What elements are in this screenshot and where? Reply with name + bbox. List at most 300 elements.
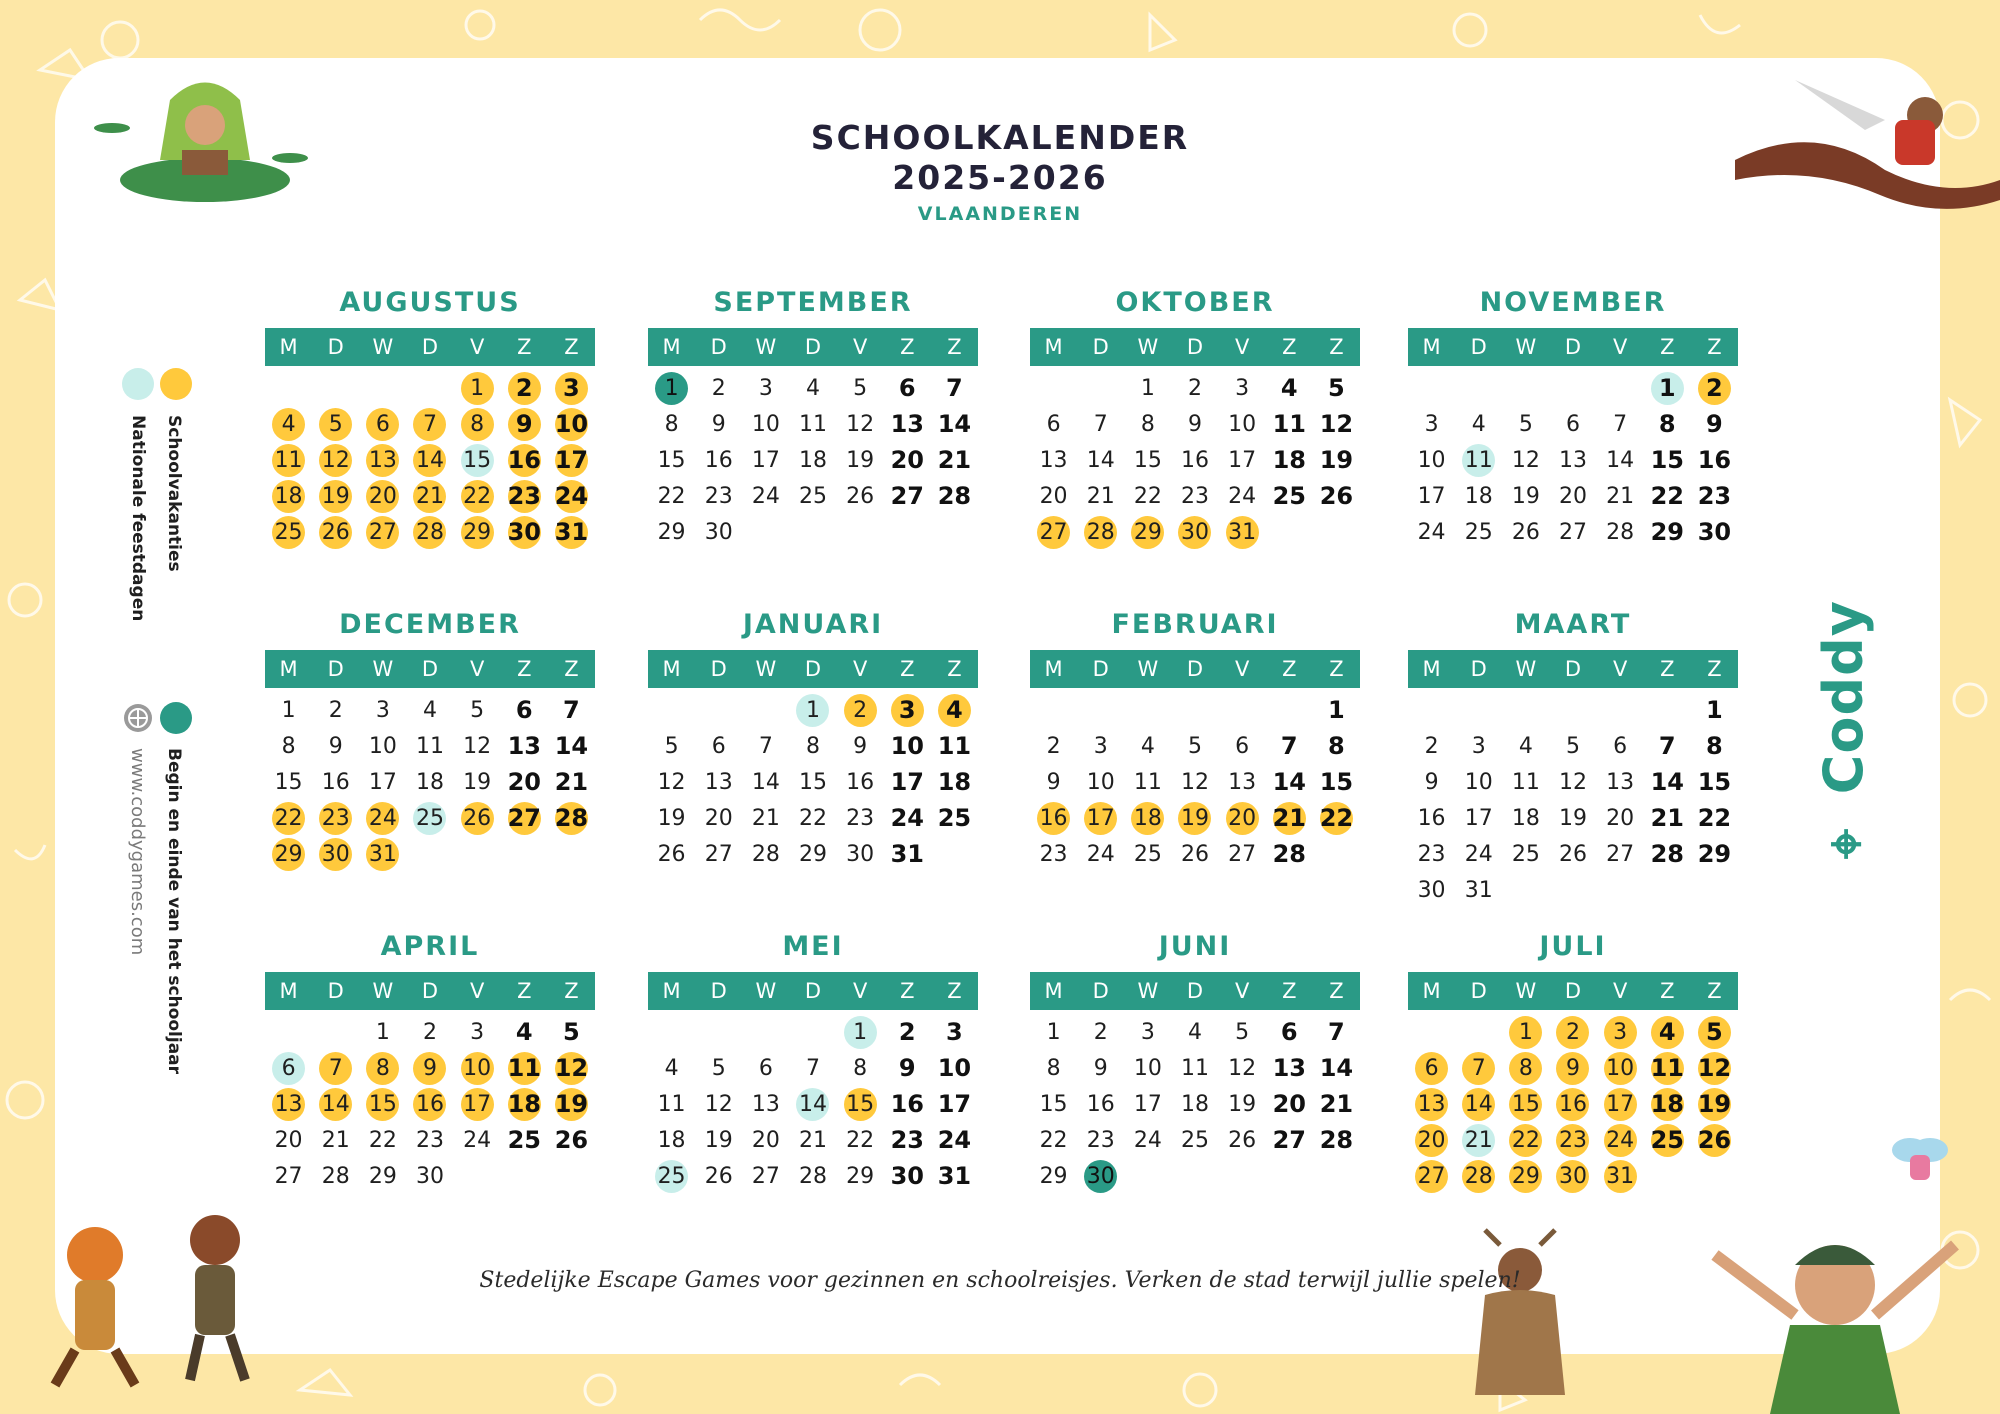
day xyxy=(406,1122,453,1158)
running-kids-illustration xyxy=(35,1195,265,1395)
day-number: 13 xyxy=(1228,769,1257,795)
vacation-day xyxy=(1408,1122,1455,1158)
day-number: 17 xyxy=(937,1090,972,1118)
day xyxy=(1266,1014,1313,1050)
weekday-label: D xyxy=(804,657,822,681)
day-number: 8 xyxy=(366,1052,399,1085)
day-number: 30 xyxy=(1178,516,1211,549)
vacation-day xyxy=(1644,1086,1691,1122)
day-number: 22 xyxy=(368,1127,397,1153)
day-number: 26 xyxy=(657,841,686,867)
day xyxy=(312,728,359,764)
day xyxy=(501,764,548,800)
day-number: 24 xyxy=(1604,1124,1637,1157)
empty-cell xyxy=(359,370,406,406)
day xyxy=(789,836,836,872)
day xyxy=(742,370,789,406)
day-number: 14 xyxy=(751,769,780,795)
day-number: 5 xyxy=(1235,1019,1250,1045)
day-number: 11 xyxy=(937,732,972,760)
vacation-day xyxy=(1502,1086,1549,1122)
vacation-day xyxy=(265,800,312,836)
day-number: 15 xyxy=(366,1088,399,1121)
day-number: 15 xyxy=(798,769,827,795)
day-number: 7 xyxy=(319,1052,352,1085)
day-number: 21 xyxy=(1650,804,1684,832)
weekday-label: V xyxy=(1234,335,1250,359)
weekday-label: Z xyxy=(1660,657,1675,681)
day xyxy=(1171,764,1218,800)
day-number: 30 xyxy=(890,1162,924,1190)
day-number: 17 xyxy=(1464,805,1493,831)
day-number: 14 xyxy=(796,1088,829,1121)
empty-cell xyxy=(1455,692,1502,728)
day xyxy=(695,406,742,442)
day-number: 14 xyxy=(1086,447,1115,473)
weekday-label: D xyxy=(1186,657,1204,681)
day-number: 15 xyxy=(1650,446,1684,474)
day-number: 6 xyxy=(711,733,726,759)
day xyxy=(1691,728,1738,764)
day xyxy=(789,370,836,406)
day-number: 25 xyxy=(1511,841,1540,867)
month-name: OKTOBER xyxy=(1115,287,1275,318)
vacation-day xyxy=(312,406,359,442)
day xyxy=(884,1014,931,1050)
weekday-label: D xyxy=(804,335,822,359)
day xyxy=(1266,442,1313,478)
vacation-day xyxy=(1030,800,1077,836)
weekday-label: M xyxy=(279,657,298,681)
weekday-label: D xyxy=(710,979,727,1003)
day xyxy=(1455,478,1502,514)
days-grid xyxy=(265,1014,595,1194)
holiday-day xyxy=(406,800,453,836)
day xyxy=(501,1014,548,1050)
day-number: 8 xyxy=(1046,1055,1061,1081)
vacation-day xyxy=(454,1050,501,1086)
day xyxy=(1124,406,1171,442)
day-number: 12 xyxy=(846,411,875,437)
weekday-label: M xyxy=(1044,657,1063,681)
day-number: 19 xyxy=(463,769,492,795)
day-number: 28 xyxy=(413,516,446,549)
day xyxy=(837,442,884,478)
days-grid xyxy=(1408,370,1738,550)
day xyxy=(1313,370,1360,406)
day xyxy=(695,442,742,478)
weekday-label: Z xyxy=(564,979,579,1003)
month-name: NOVEMBER xyxy=(1479,287,1667,318)
weekday-label: W xyxy=(1137,335,1159,359)
day-number: 30 xyxy=(1084,1160,1117,1193)
day-number: 1 xyxy=(461,372,494,405)
weekday-header xyxy=(265,972,595,1010)
day-number: 12 xyxy=(1698,1052,1731,1085)
days-grid xyxy=(265,692,595,872)
empty-cell xyxy=(1408,1014,1455,1050)
month-juni xyxy=(1030,927,1360,1194)
day-number: 2 xyxy=(1556,1016,1589,1049)
weekday-header xyxy=(648,972,978,1010)
day-number: 17 xyxy=(1417,483,1446,509)
day xyxy=(265,728,312,764)
day xyxy=(742,442,789,478)
day xyxy=(501,692,548,728)
day xyxy=(931,764,978,800)
day xyxy=(742,478,789,514)
day-number: 25 xyxy=(1272,482,1306,510)
day xyxy=(1219,836,1266,872)
day-number: 22 xyxy=(1509,1124,1542,1157)
day xyxy=(884,1050,931,1086)
weekday-label: W xyxy=(372,335,394,359)
day-number: 30 xyxy=(415,1163,444,1189)
day xyxy=(837,836,884,872)
day-number: 5 xyxy=(711,1055,726,1081)
vacation-day xyxy=(359,406,406,442)
school-start-end-day xyxy=(648,370,695,406)
day-number: 30 xyxy=(1556,1160,1589,1193)
day-number: 24 xyxy=(1133,1127,1162,1153)
day-number: 16 xyxy=(704,447,733,473)
day-number: 27 xyxy=(1037,516,1070,549)
day-number: 28 xyxy=(1462,1160,1495,1193)
vacation-day xyxy=(1124,514,1171,550)
day xyxy=(265,692,312,728)
weekday-label: D xyxy=(710,657,727,681)
day xyxy=(789,728,836,764)
day xyxy=(695,836,742,872)
day-number: 8 xyxy=(1706,732,1723,760)
day-number: 30 xyxy=(846,841,875,867)
month-name: JANUARI xyxy=(742,609,884,640)
day-number: 21 xyxy=(937,446,972,474)
day xyxy=(1030,764,1077,800)
month-name: JUNI xyxy=(1158,931,1232,962)
legend-start-end-label: Begin en einde van het schooljaar xyxy=(164,748,184,1075)
day xyxy=(548,1014,595,1050)
day-number: 20 xyxy=(751,1127,780,1153)
weekday-header xyxy=(1030,972,1360,1010)
day xyxy=(1266,1122,1313,1158)
empty-cell xyxy=(1077,692,1124,728)
day-number: 20 xyxy=(274,1127,303,1153)
day xyxy=(1597,514,1644,550)
vacation-swatch xyxy=(160,368,192,400)
day-number: 24 xyxy=(1464,841,1493,867)
day xyxy=(454,692,501,728)
empty-cell xyxy=(312,370,359,406)
vacation-day xyxy=(1502,1158,1549,1194)
day-number: 10 xyxy=(1086,769,1115,795)
day xyxy=(1644,406,1691,442)
day xyxy=(1502,764,1549,800)
empty-cell xyxy=(648,692,695,728)
day xyxy=(312,1158,359,1194)
empty-cell xyxy=(1502,692,1549,728)
day xyxy=(1502,406,1549,442)
month-december xyxy=(265,605,595,872)
weekday-label: D xyxy=(1564,979,1582,1003)
vacation-day xyxy=(312,514,359,550)
day-number: 27 xyxy=(1606,841,1635,867)
day xyxy=(1219,1122,1266,1158)
day xyxy=(265,1158,312,1194)
deer-girl-illustration xyxy=(1460,1225,1580,1405)
day xyxy=(1171,836,1218,872)
day xyxy=(1266,764,1313,800)
day-number: 2 xyxy=(898,1018,916,1046)
day-number: 19 xyxy=(657,805,686,831)
day xyxy=(1219,370,1266,406)
day xyxy=(1030,728,1077,764)
weekday-label: V xyxy=(469,657,485,681)
day-number: 24 xyxy=(1086,841,1115,867)
day-number: 20 xyxy=(366,480,399,513)
day-number: 6 xyxy=(1235,733,1250,759)
month-november xyxy=(1408,283,1738,550)
day-number: 28 xyxy=(555,802,588,835)
day xyxy=(1077,1014,1124,1050)
holiday-day xyxy=(265,1050,312,1086)
day-number: 4 xyxy=(515,1018,533,1046)
month-april xyxy=(265,927,595,1194)
day-number: 7 xyxy=(758,733,773,759)
vacation-day xyxy=(837,1086,884,1122)
school-start-end-day xyxy=(1077,1158,1124,1194)
empty-cell xyxy=(789,1014,836,1050)
website-link[interactable]: www.coddygames.com xyxy=(127,748,148,956)
day xyxy=(1030,1014,1077,1050)
vacation-day xyxy=(312,1086,359,1122)
day-number: 17 xyxy=(890,768,924,796)
day-number: 25 xyxy=(655,1160,688,1193)
day xyxy=(648,478,695,514)
day-number: 9 xyxy=(711,411,726,437)
days-grid xyxy=(1030,692,1360,872)
vacation-day xyxy=(501,800,548,836)
day-number: 12 xyxy=(319,444,352,477)
day-number: 17 xyxy=(751,447,780,473)
day xyxy=(1691,800,1738,836)
day-number: 24 xyxy=(890,804,924,832)
day xyxy=(742,764,789,800)
day xyxy=(265,764,312,800)
day-number: 16 xyxy=(1697,446,1732,474)
day-number: 12 xyxy=(1228,1055,1257,1081)
day xyxy=(837,370,884,406)
day-number: 27 xyxy=(1558,519,1587,545)
day-number: 17 xyxy=(368,769,397,795)
day xyxy=(359,1158,406,1194)
day-number: 13 xyxy=(1606,769,1635,795)
empty-cell xyxy=(1030,692,1077,728)
holiday-swatch xyxy=(122,368,154,400)
day-number: 25 xyxy=(507,1126,541,1154)
day xyxy=(1549,442,1596,478)
day-number: 22 xyxy=(846,1127,875,1153)
day-number: 8 xyxy=(1509,1052,1542,1085)
holiday-day xyxy=(1644,370,1691,406)
day xyxy=(406,1014,453,1050)
day xyxy=(1502,478,1549,514)
day xyxy=(1691,514,1738,550)
day-number: 2 xyxy=(1698,372,1731,405)
day-number: 12 xyxy=(704,1091,733,1117)
day xyxy=(695,1158,742,1194)
day xyxy=(1124,764,1171,800)
day xyxy=(648,406,695,442)
day-number: 23 xyxy=(1039,841,1068,867)
day xyxy=(1124,1086,1171,1122)
day-number: 7 xyxy=(805,1055,820,1081)
day xyxy=(454,728,501,764)
empty-cell xyxy=(312,1014,359,1050)
day-number: 15 xyxy=(1697,768,1732,796)
day xyxy=(648,764,695,800)
weekday-label: Z xyxy=(900,335,915,359)
day-number: 13 xyxy=(1039,447,1068,473)
weekday-label: Z xyxy=(1329,979,1344,1003)
day xyxy=(1077,836,1124,872)
empty-cell xyxy=(1030,370,1077,406)
day-number: 26 xyxy=(461,802,494,835)
vacation-day xyxy=(548,370,595,406)
day xyxy=(1408,764,1455,800)
day-number: 10 xyxy=(555,408,588,441)
day-number: 18 xyxy=(798,447,827,473)
day-number: 21 xyxy=(1273,802,1306,835)
day xyxy=(1455,800,1502,836)
day xyxy=(931,478,978,514)
day-number: 3 xyxy=(470,1019,485,1045)
day-number: 3 xyxy=(1471,733,1486,759)
weekday-label: Z xyxy=(1282,335,1297,359)
vacation-day xyxy=(1124,800,1171,836)
day-number: 29 xyxy=(1509,1160,1542,1193)
day xyxy=(1455,728,1502,764)
day-number: 2 xyxy=(328,697,343,723)
day xyxy=(1644,478,1691,514)
day-number: 3 xyxy=(891,694,924,727)
day xyxy=(837,478,884,514)
day xyxy=(1171,1050,1218,1086)
day-number: 13 xyxy=(507,732,541,760)
day-number: 6 xyxy=(272,1052,305,1085)
weekday-header xyxy=(648,650,978,688)
month-name: MAART xyxy=(1514,609,1632,640)
day-number: 14 xyxy=(937,410,972,438)
day-number: 8 xyxy=(853,1055,868,1081)
vacation-day xyxy=(359,442,406,478)
day-number: 24 xyxy=(463,1127,492,1153)
day-number: 20 xyxy=(704,805,733,831)
day-number: 1 xyxy=(1140,375,1155,401)
day-number: 27 xyxy=(704,841,733,867)
day-number: 7 xyxy=(1328,1018,1345,1046)
brand-logo xyxy=(1812,600,1875,869)
day-number: 11 xyxy=(1511,769,1540,795)
day xyxy=(1124,1014,1171,1050)
weekday-header xyxy=(1030,650,1360,688)
weekday-label: M xyxy=(662,979,681,1003)
day xyxy=(1597,836,1644,872)
day-number: 14 xyxy=(1606,447,1635,473)
day-number: 1 xyxy=(1651,372,1684,405)
weekday-label: Z xyxy=(947,335,962,359)
day-number: 6 xyxy=(1046,411,1061,437)
weekday-label: Z xyxy=(517,335,532,359)
vacation-day xyxy=(1691,1050,1738,1086)
day xyxy=(1219,478,1266,514)
day xyxy=(1077,764,1124,800)
day xyxy=(1644,764,1691,800)
day xyxy=(548,728,595,764)
day xyxy=(837,800,884,836)
day-number: 21 xyxy=(798,1127,827,1153)
day-number: 6 xyxy=(1613,733,1628,759)
day xyxy=(695,370,742,406)
empty-cell xyxy=(1455,1014,1502,1050)
day-number: 6 xyxy=(515,696,533,724)
day-number: 15 xyxy=(844,1088,877,1121)
day-number: 23 xyxy=(1180,483,1209,509)
day-number: 18 xyxy=(1272,446,1306,474)
vacation-day xyxy=(1597,1086,1644,1122)
vacation-day xyxy=(501,1050,548,1086)
brand-name: Coddy xyxy=(1812,600,1875,795)
day-number: 18 xyxy=(937,768,972,796)
day-number: 26 xyxy=(846,483,875,509)
vacation-day xyxy=(1691,1122,1738,1158)
page-title: SCHOOLKALENDER xyxy=(810,118,1190,157)
weekday-label: D xyxy=(327,657,344,681)
day-number: 22 xyxy=(272,802,305,835)
day-number: 5 xyxy=(470,697,485,723)
day-number: 11 xyxy=(657,1091,686,1117)
day xyxy=(1549,836,1596,872)
day xyxy=(789,764,836,800)
day-number: 11 xyxy=(415,733,444,759)
day xyxy=(884,478,931,514)
vacation-day xyxy=(1408,1050,1455,1086)
day-number: 19 xyxy=(319,480,352,513)
month-augustus xyxy=(265,283,595,550)
day xyxy=(1408,872,1455,908)
day xyxy=(1691,836,1738,872)
day-number: 12 xyxy=(1180,769,1209,795)
day xyxy=(789,1050,836,1086)
holiday-day xyxy=(454,442,501,478)
weekday-label: M xyxy=(1422,335,1441,359)
empty-cell xyxy=(1077,370,1124,406)
day xyxy=(789,800,836,836)
days-grid xyxy=(648,370,978,550)
day-number: 22 xyxy=(461,480,494,513)
day-number: 8 xyxy=(664,411,679,437)
weekday-label: Z xyxy=(1329,657,1344,681)
day-number: 4 xyxy=(1140,733,1155,759)
day xyxy=(1597,442,1644,478)
day xyxy=(548,1122,595,1158)
day xyxy=(1408,514,1455,550)
month-name: APRIL xyxy=(380,931,480,962)
day xyxy=(1691,478,1738,514)
day xyxy=(742,406,789,442)
day-number: 13 xyxy=(272,1088,305,1121)
day-number: 9 xyxy=(413,1052,446,1085)
